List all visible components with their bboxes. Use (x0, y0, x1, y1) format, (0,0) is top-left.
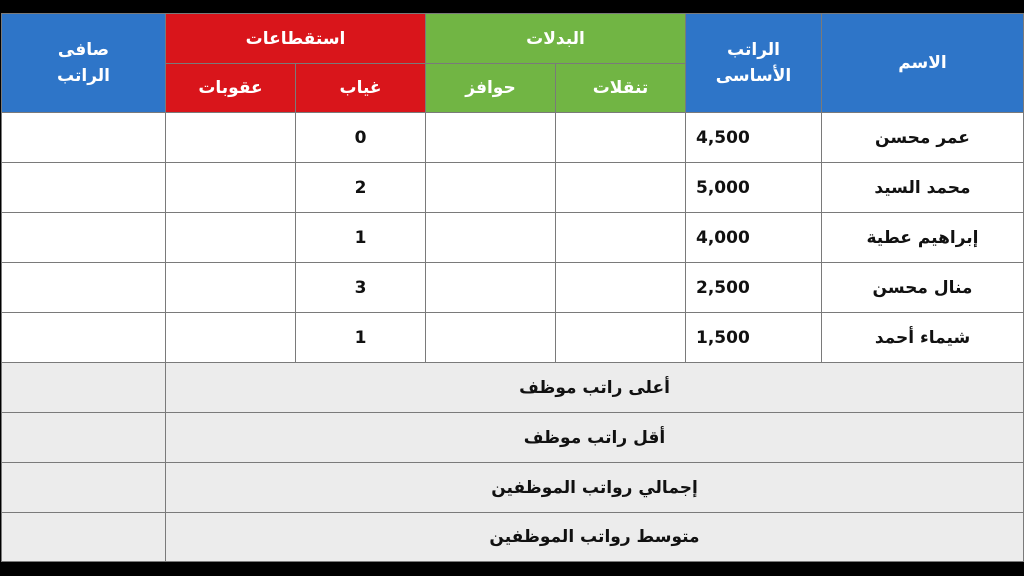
table-row (2, 213, 1024, 263)
header-deductions: استقطاعات (166, 14, 426, 64)
cell-incentives[interactable] (426, 313, 556, 363)
summary-row-total (2, 463, 1024, 513)
cell-incentives[interactable] (426, 163, 556, 213)
cell-absence[interactable]: 1 (296, 313, 426, 363)
cell-name[interactable]: عمر محسن (822, 113, 1024, 163)
summary-value-average[interactable] (2, 513, 166, 562)
header-net-salary-line2: الراتب (57, 66, 110, 86)
summary-row-average (2, 513, 1024, 562)
summary-value-max[interactable] (2, 363, 166, 413)
cell-absence[interactable]: 2 (296, 163, 426, 213)
cell-net-salary[interactable] (2, 213, 166, 263)
cell-penalties[interactable] (166, 213, 296, 263)
cell-name[interactable]: محمد السيد (822, 163, 1024, 213)
header-transport: تنقلات (556, 64, 686, 113)
header-allowances: البدلات (426, 14, 686, 64)
cell-transport[interactable] (556, 263, 686, 313)
cell-net-salary[interactable] (2, 113, 166, 163)
cell-transport[interactable] (556, 313, 686, 363)
table-row (2, 313, 1024, 363)
header-basic-salary-line2: الأساسى (715, 66, 792, 86)
summary-row-max (2, 363, 1024, 413)
cell-absence[interactable]: 0 (296, 113, 426, 163)
cell-absence[interactable]: 3 (296, 263, 426, 313)
table-row (2, 163, 1024, 213)
cell-basic-salary[interactable]: 5,000 (686, 163, 822, 213)
cell-penalties[interactable] (166, 163, 296, 213)
cell-basic-salary[interactable]: 1,500 (686, 313, 822, 363)
cell-name[interactable]: إبراهيم عطية (822, 213, 1024, 263)
cell-basic-salary[interactable]: 2,500 (686, 263, 822, 313)
table-row (2, 113, 1024, 163)
header-incentives: حوافز (426, 64, 556, 113)
summary-label-max[interactable]: أعلى راتب موظف (166, 363, 1024, 413)
header-net-salary (2, 14, 166, 113)
cell-transport[interactable] (556, 213, 686, 263)
cell-incentives[interactable] (426, 213, 556, 263)
cell-basic-salary[interactable]: 4,500 (686, 113, 822, 163)
cell-penalties[interactable] (166, 313, 296, 363)
summary-label-total[interactable]: إجمالي رواتب الموظفين (166, 463, 1024, 513)
header-basic-salary-line1: الراتب (727, 40, 780, 60)
cell-absence[interactable]: 1 (296, 213, 426, 263)
cell-transport[interactable] (556, 163, 686, 213)
summary-row-min (2, 413, 1024, 463)
table-row (2, 263, 1024, 313)
cell-incentives[interactable] (426, 113, 556, 163)
cell-transport[interactable] (556, 113, 686, 163)
salary-table (1, 13, 1024, 562)
cell-net-salary[interactable] (2, 163, 166, 213)
summary-value-total[interactable] (2, 463, 166, 513)
cell-name[interactable]: منال محسن (822, 263, 1024, 313)
spreadsheet-frame (0, 12, 1024, 562)
summary-value-min[interactable] (2, 413, 166, 463)
cell-net-salary[interactable] (2, 263, 166, 313)
header-name: الاسم (822, 14, 1024, 113)
cell-basic-salary[interactable]: 4,000 (686, 213, 822, 263)
cell-name[interactable]: شيماء أحمد (822, 313, 1024, 363)
header-penalties: عقوبات (166, 64, 296, 113)
cell-penalties[interactable] (166, 263, 296, 313)
header-net-salary-line1: صافى (57, 40, 110, 60)
summary-label-average[interactable]: متوسط رواتب الموظفين (166, 513, 1024, 562)
cell-incentives[interactable] (426, 263, 556, 313)
cell-net-salary[interactable] (2, 313, 166, 363)
header-basic-salary (686, 14, 822, 113)
cell-penalties[interactable] (166, 113, 296, 163)
header-absence: غياب (296, 64, 426, 113)
summary-label-min[interactable]: أقل راتب موظف (166, 413, 1024, 463)
